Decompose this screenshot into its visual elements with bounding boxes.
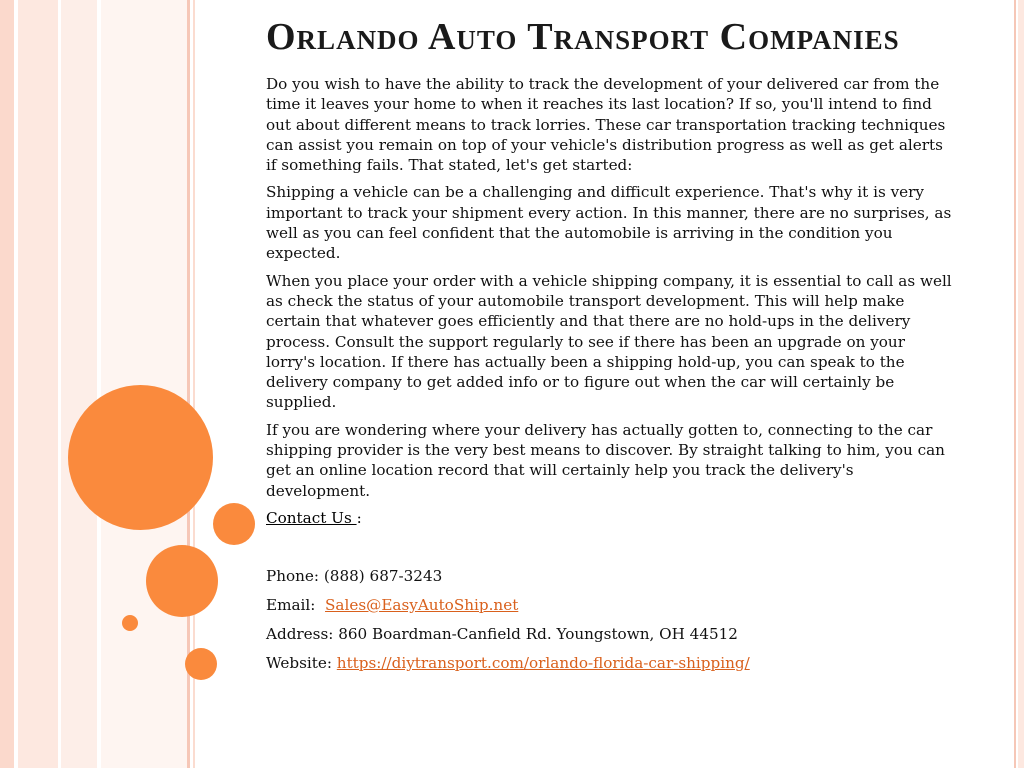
address-label: Address: [266,624,339,643]
phone-value: (888) 687-3243 [323,566,443,585]
slide-content [266,14,956,682]
address-line [266,624,956,645]
website-label: Website: [266,653,337,672]
email-line [266,595,956,616]
contact-us-link[interactable]: Contact Us [266,508,357,527]
website-line [266,653,956,674]
decor-stripe [0,0,14,768]
phone-label: Phone: [266,566,324,585]
email-link[interactable]: Sales@EasyAutoShip.net [325,595,519,614]
right-border [1018,0,1024,768]
phone-line [266,566,956,587]
paragraph: If you are wondering where your delivery has actually gotten to, connecting to the car shipping provider is the very best means to discover. By straight talking to him, you can get an online location record that will certainly help you track the delivery's development. [266,420,945,500]
decor-circle-small [185,648,217,680]
right-border [1014,0,1016,768]
decor-stripe [101,0,187,768]
paragraph: Do you wish to have the ability to track the development of your delivered car from the time it leaves your home to when it reaches its last location? If so, you'll intend to find out about different means to track lorries. These car transportation tracking techniques can assist you remain on top of your vehicle's distribution progress as well as get alerts if something fails. That stated, let's get started: [266,75,946,175]
paragraph: Shipping a vehicle can be a challenging and difficult experience. That's why it is very important to track your shipment every action. In this manner, there are no surprises, as well as you can feel confident that the automobile is arriving in the condition you expected. [266,183,952,263]
decor-circle-small [122,615,138,631]
decor-stripe [18,0,58,768]
decor-stripe [61,0,97,768]
decor-circle-large [68,385,213,530]
contact-colon: : [356,508,362,527]
website-link[interactable]: https://diytransport.com/orlando-florida-car-shipping/ [336,653,750,672]
paragraph: When you place your order with a vehicle shipping company, it is essential to call as well as check the status of your automobile transport development. This will help make certain that whatever goes efficiently and that there are no hold-ups in the delivery process. Consult the support regularly to see if there has been an upgrade on your lorry's location. If there has actually been a shipping hold-up, you can speak to the delivery company to get added info or to figure out when the car will certainly be supplied. [266,271,952,412]
contact-heading [266,508,956,528]
page-title: Orlando Auto Transport Companies [266,16,900,58]
address-value: 860 Boardman-Canfield Rd. Youngstown, OH 44512 [338,624,738,643]
decor-circle-medium [213,503,255,545]
decor-circle-medium [146,545,218,617]
email-label: Email: [266,595,326,614]
